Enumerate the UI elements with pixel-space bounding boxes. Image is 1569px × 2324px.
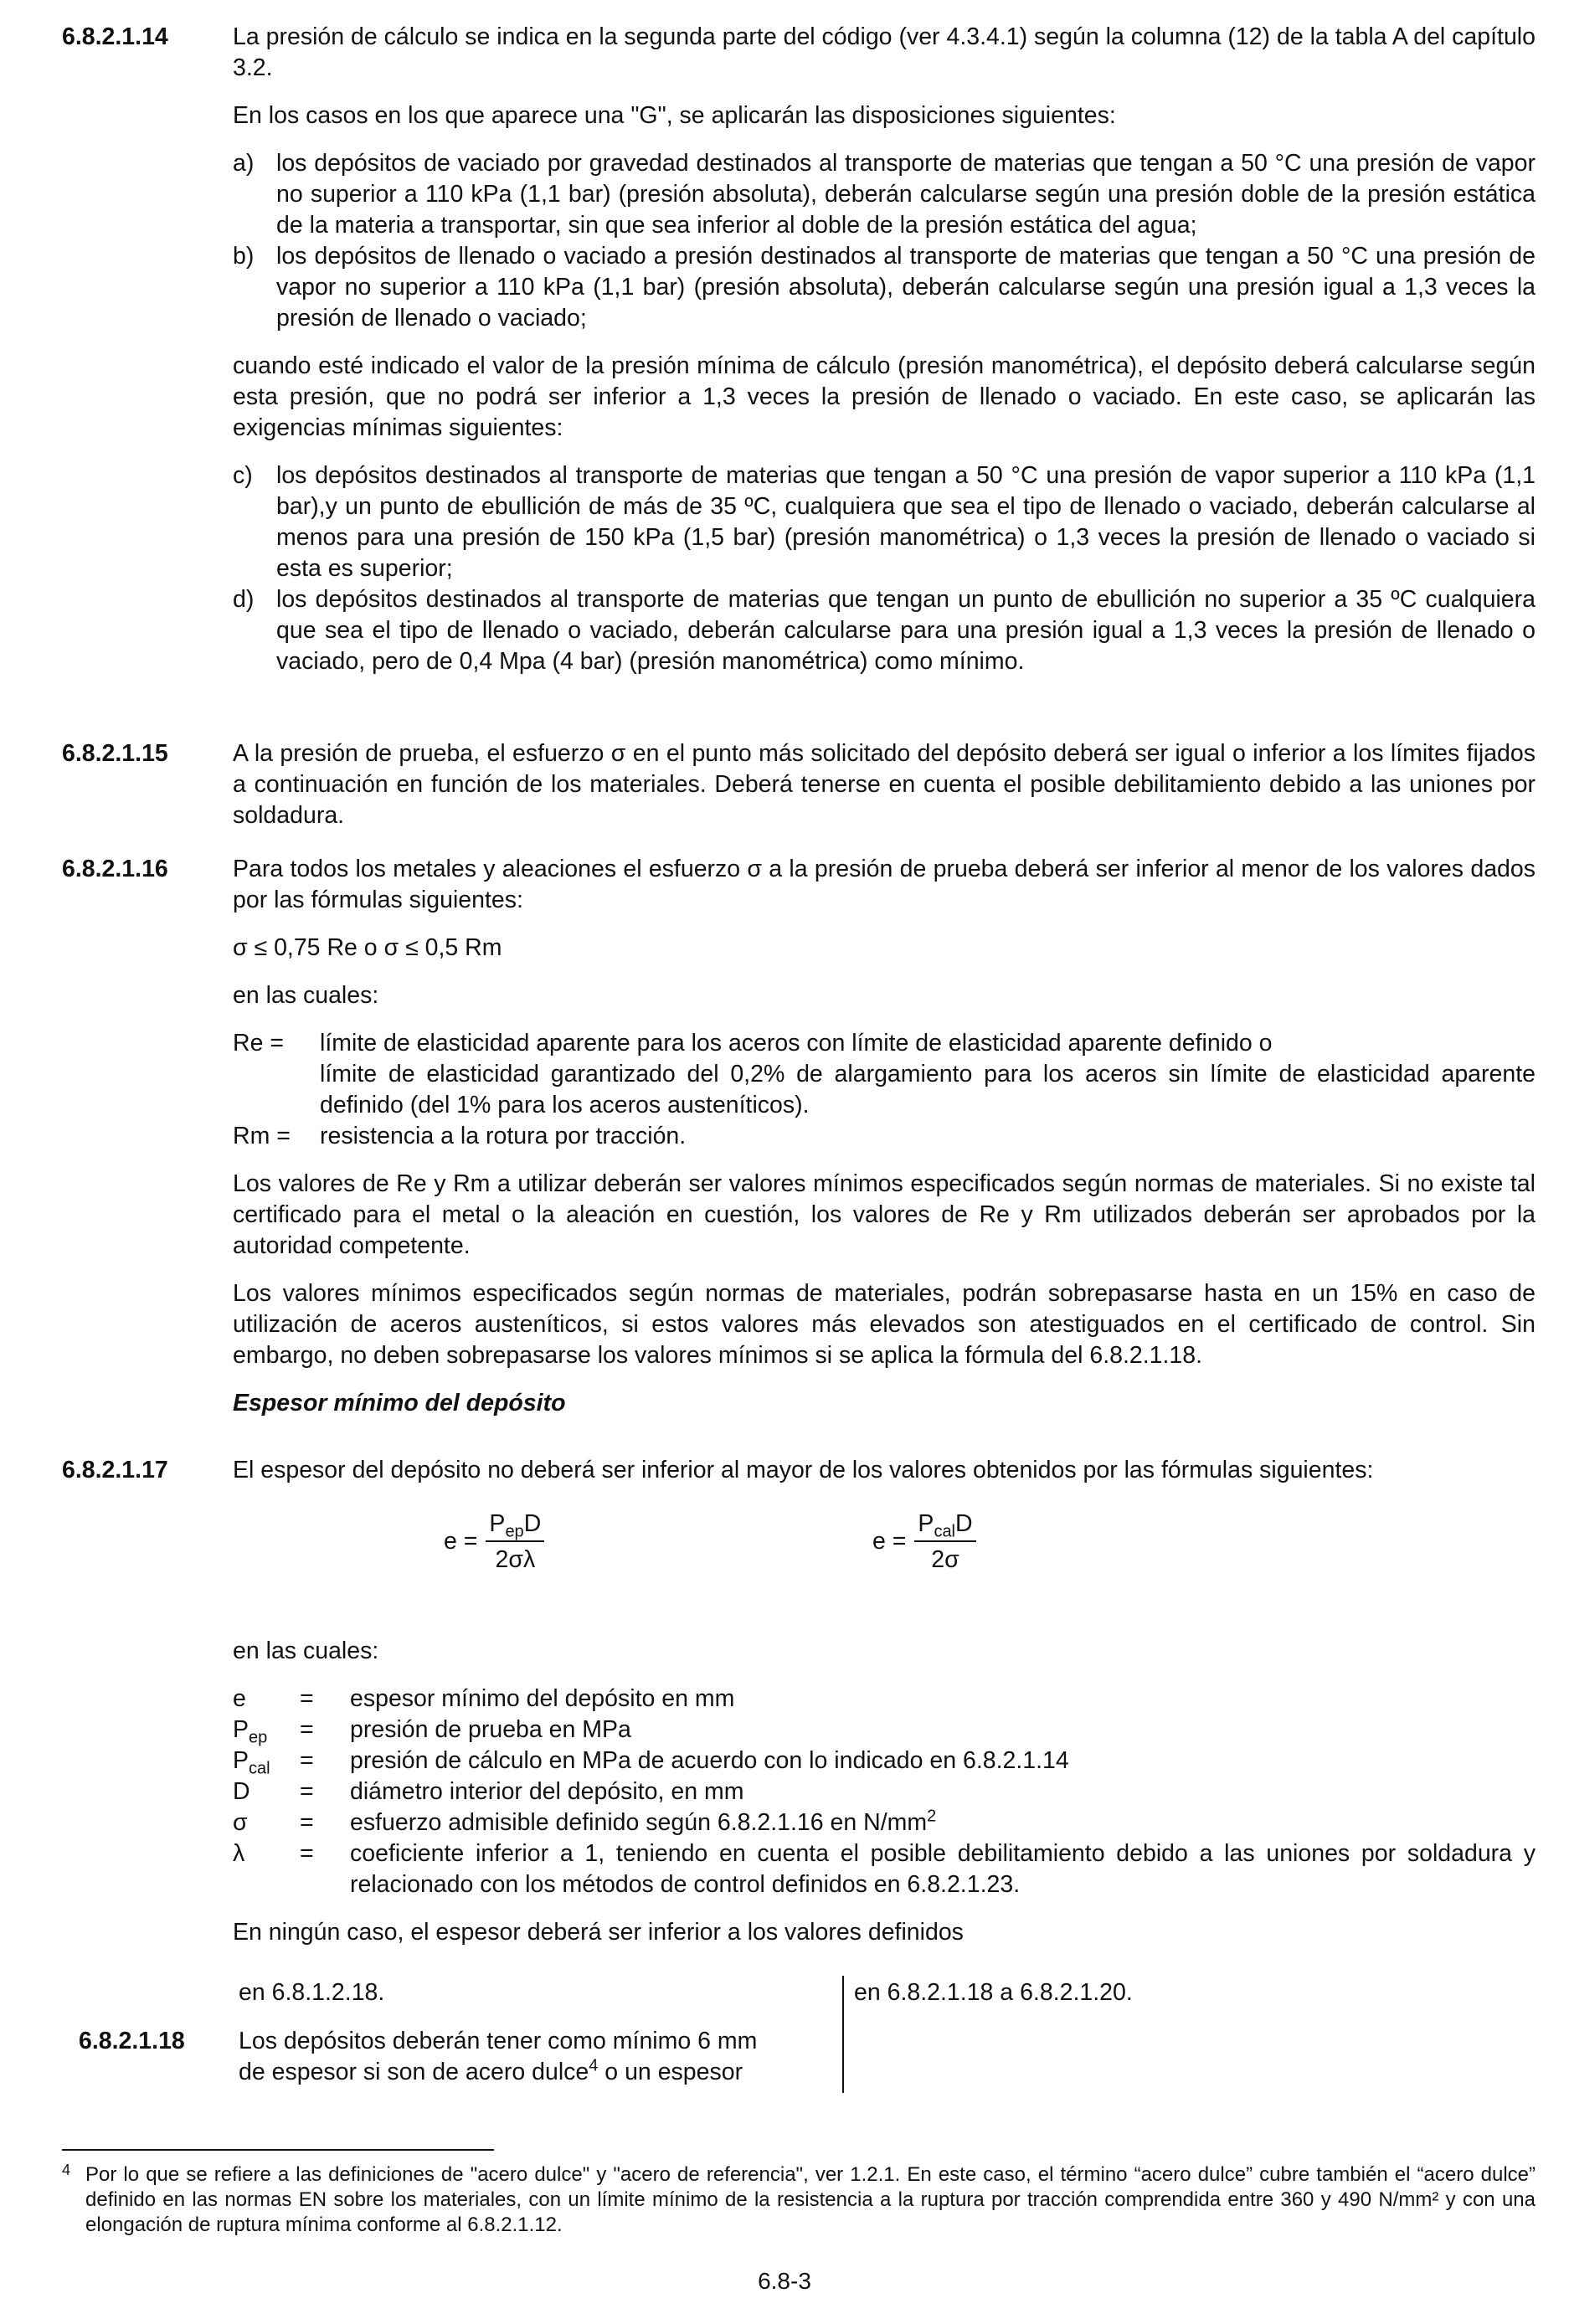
footnote-text: Por lo que se refiere a las definiciones de "acero dulce" y "acero de referencia", ver 1.2.1. En este caso, el término “acero dulce” cubre también el “acero dulce” definido en las normas EN sobre los materiales, con un límite mínimo de la resistencia a la ruptura por tracción comprendida entre 360 y 490 N/mm² y con una elongación de ruptura mínima conforme al 6.8.2.1.12. [85, 2163, 1536, 2236]
symbol-p: P [918, 1510, 934, 1537]
denominator: 2σ [931, 1546, 959, 1573]
symbol-letter: λ [233, 1840, 245, 1867]
paragraph: A la presión de prueba, el esfuerzo σ en el punto más solicitado del depósito deberá ser igual o inferior a los límites fijados a continuación en función de los materiales. Deberá tenerse en cuenta el posible debilitamiento debido a las uniones por soldadura. [233, 740, 1536, 829]
section-6-8-2-1-17-definitions [62, 1636, 1536, 1965]
symbol [233, 1715, 300, 1746]
paragraph: La presión de cálculo se indica en la segunda parte del código (ver 4.3.4.1) según la columna (12) de la tabla A del capítulo 3.2. [233, 23, 1536, 81]
list-label: c) [233, 462, 253, 489]
list-text: los depósitos de llenado o vaciado a presión destinados al transporte de materias que tengan a 50 °C una presión de vapor no superior a 110 kPa (1,1 bar) (presión absoluta), deberán calcularse según una presión igual a 1,3 veces la presión de llenado o vaciado; [276, 243, 1536, 332]
symbol-d: D [523, 1510, 542, 1537]
section-6-8-2-1-16 [62, 854, 1536, 1436]
symbol-letter: σ [233, 1809, 248, 1836]
text-span: o un espesor [598, 2059, 743, 2085]
list [233, 148, 1536, 334]
equals-sign: = [300, 1809, 314, 1836]
list-item [233, 460, 1536, 584]
formula: σ ≤ 0,75 Re o σ ≤ 0,5 Rm [233, 934, 502, 961]
column-right-text: en 6.8.2.1.18 a 6.8.2.1.20. [854, 1979, 1133, 2006]
subscript: ep [505, 1522, 524, 1541]
definition-text: espesor mínimo del depósito en mm [350, 1685, 735, 1712]
section-6-8-2-1-15 [62, 738, 1536, 848]
text-span: de espesor si son de acero dulce [239, 2059, 589, 2085]
list-label: b) [233, 243, 255, 270]
text-line [239, 2057, 757, 2088]
symbol-definition [350, 1807, 1536, 1838]
definition-row [233, 1028, 1536, 1121]
formula-lhs: e = [444, 1527, 478, 1555]
definition-text: esfuerzo admisible definido según 6.8.2.1.16 en N/mm [350, 1809, 928, 1836]
section-number: 6.8.2.1.15 [62, 740, 168, 767]
formula-lhs: e = [872, 1527, 907, 1555]
list-text: los depósitos destinados al transporte de materias que tengan un punto de ebullición no superior a 35 ºC cualquiera que sea el tipo de llenado o vaciado, deberán calcularse para una presión igual a 1,3 veces la presión de llenado o vaciado, pero de 0,4 Mpa (4 bar) (presión manométrica) como mínimo. [276, 586, 1536, 675]
section-number: 6.8.2.1.16 [62, 856, 168, 882]
equals-sign: = [300, 1840, 314, 1867]
equals-sign: = [300, 1685, 314, 1712]
definition-text: presión de cálculo en MPa de acuerdo con lo indicado en 6.8.2.1.14 [350, 1747, 1069, 1774]
footnote-separator [62, 2149, 494, 2151]
list-text: los depósitos de vaciado por gravedad destinados al transporte de materias que tengan a 50 °C una presión de vapor no superior a 110 kPa (1,1 bar) (presión absoluta), deberán calcularse según una presión doble de la presión estática de la materia a transportar, sin que sea inferior al doble de la presión estática del agua; [276, 150, 1536, 239]
list [233, 460, 1536, 677]
paragraph: En ningún caso, el espesor deberá ser inferior a los valores definidos [233, 1919, 964, 1946]
column-divider [842, 1976, 844, 2093]
list-label: d) [233, 586, 255, 613]
section-number: 6.8.2.1.14 [62, 23, 168, 50]
list-item [233, 584, 1536, 677]
symbol [233, 1746, 300, 1776]
symbol-row [233, 1838, 1536, 1900]
text-line: Los depósitos deberán tener como mínimo 6 mm [239, 2028, 758, 2054]
section-6-8-2-1-14 [62, 22, 1536, 694]
definition-term: Re = [233, 1030, 284, 1057]
footnote [62, 2162, 1536, 2238]
numerator [486, 1509, 544, 1542]
superscript: 2 [927, 1807, 937, 1826]
page-number: 6.8-3 [758, 2268, 811, 2294]
symbol [233, 1807, 300, 1838]
paragraph: en las cuales: [233, 1638, 379, 1664]
fraction [486, 1509, 544, 1574]
definition-term: Rm = [233, 1123, 291, 1149]
definition-text: diámetro interior del depósito, en mm [350, 1778, 744, 1805]
paragraph: El espesor del depósito no deberá ser inferior al mayor de los valores obtenidos por las fórmulas siguientes: [233, 1457, 1374, 1483]
symbol-letter: P [233, 1716, 249, 1743]
definition-text [320, 1028, 1536, 1121]
symbol-letter: D [233, 1778, 250, 1805]
paragraph: en las cuales: [233, 982, 379, 1009]
section-number: 6.8.2.1.17 [62, 1457, 168, 1483]
symbol [233, 1838, 300, 1900]
footnote-reference[interactable]: 4 [589, 2056, 599, 2075]
section-number: 6.8.2.1.18 [79, 2028, 185, 2054]
list-item [233, 148, 1536, 241]
definition-text: coeficiente inferior a 1, teniendo en cuenta el posible debilitamiento debido a las uniones por soldadura y relacionado con los métodos de control definidos en 6.8.2.1.23. [350, 1840, 1536, 1898]
thickness-formula-calc-pressure [872, 1509, 976, 1574]
section-6-8-2-1-18-text [239, 2026, 757, 2088]
symbol-definition [350, 1684, 1536, 1715]
column-left-text: en 6.8.1.2.18. [239, 1979, 385, 2006]
paragraph: Los valores mínimos especificados según normas de materiales, podrán sobrepasarse hasta en un 15% en caso de utilización de aceros austeníticos, si estos valores más elevados son atestiguados en el certificado de control. Sin embargo, no deben sobrepasarse los valores mínimos si se aplica la fórmula del 6.8.2.1.18. [233, 1280, 1536, 1369]
list-label: a) [233, 150, 255, 177]
section-6-8-2-1-17 [62, 1455, 1536, 1503]
symbol-row [233, 1746, 1536, 1776]
symbol-row [233, 1684, 1536, 1715]
paragraph: En los casos en los que aparece una "G", se aplicarán las disposiciones siguientes: [233, 102, 1116, 129]
definition-text: resistencia a la rotura por tracción. [320, 1123, 687, 1149]
definition-row [233, 1121, 1536, 1152]
symbol-definition [350, 1776, 1536, 1807]
subscript: cal [934, 1522, 956, 1541]
equals-sign: = [300, 1716, 314, 1743]
definition-line: límite de elasticidad garantizado del 0,2% de alargamiento para los aceros sin límite de elasticidad aparente definido (del 1% para los aceros austeníticos). [320, 1061, 1536, 1118]
definition-list [233, 1028, 1536, 1152]
symbol-p: P [489, 1510, 506, 1537]
paragraph: Los valores de Re y Rm a utilizar deberán ser valores mínimos especificados según normas de materiales. Si no existe tal certificado para el metal o la aleación en cuestión, los valores de Re y Rm utilizados deberán ser aprobados por la autoridad competente. [233, 1170, 1536, 1259]
symbol [233, 1776, 300, 1807]
symbol-letter: e [233, 1685, 246, 1712]
symbol-row [233, 1776, 1536, 1807]
list-item [233, 241, 1536, 334]
thickness-formula-test-pressure [444, 1509, 544, 1574]
symbol-definition [350, 1715, 1536, 1746]
equals-sign: = [300, 1747, 314, 1774]
subscript: ep [249, 1728, 268, 1747]
list-text: los depósitos destinados al transporte de materias que tengan a 50 °C una presión de vapor superior a 110 kPa (1,1 bar),y un punto de ebullición de más de 35 ºC, cualquiera que sea el tipo de llenado o vaciado, deberán calcularse al menos para una presión de 150 kPa (1,5 bar) (presión manométrica) o 1,3 veces la presión de llenado o vaciado si esta es superior; [276, 462, 1536, 582]
denominator: 2σλ [495, 1546, 536, 1573]
subscript: cal [249, 1759, 270, 1778]
fraction [914, 1509, 975, 1574]
symbol-row [233, 1715, 1536, 1746]
symbol-letter: P [233, 1747, 249, 1774]
subheading: Espesor mínimo del depósito [233, 1390, 566, 1417]
symbol [233, 1684, 300, 1715]
numerator [914, 1509, 975, 1542]
symbol-d: D [955, 1510, 973, 1537]
paragraph: Para todos los metales y aleaciones el esfuerzo σ a la presión de prueba deberá ser inferior al menor de los valores dados por las fórmulas siguientes: [233, 856, 1536, 913]
symbol-definition [350, 1746, 1536, 1776]
definition-text: presión de prueba en MPa [350, 1716, 631, 1743]
symbol-row [233, 1807, 1536, 1838]
symbol-definition [350, 1838, 1536, 1900]
symbol-list [233, 1684, 1536, 1900]
paragraph: cuando esté indicado el valor de la presión mínima de cálculo (presión manométrica), el depósito deberá calcularse según esta presión, que no podrá ser inferior a 1,3 veces la presión de llenado o vaciado. En este caso, se aplicarán las exigencias mínimas siguientes: [233, 352, 1536, 441]
definition-line: límite de elasticidad aparente para los aceros con límite de elasticidad aparente definido o [320, 1030, 1273, 1057]
footnote-mark: 4 [62, 2162, 71, 2178]
equals-sign: = [300, 1778, 314, 1805]
